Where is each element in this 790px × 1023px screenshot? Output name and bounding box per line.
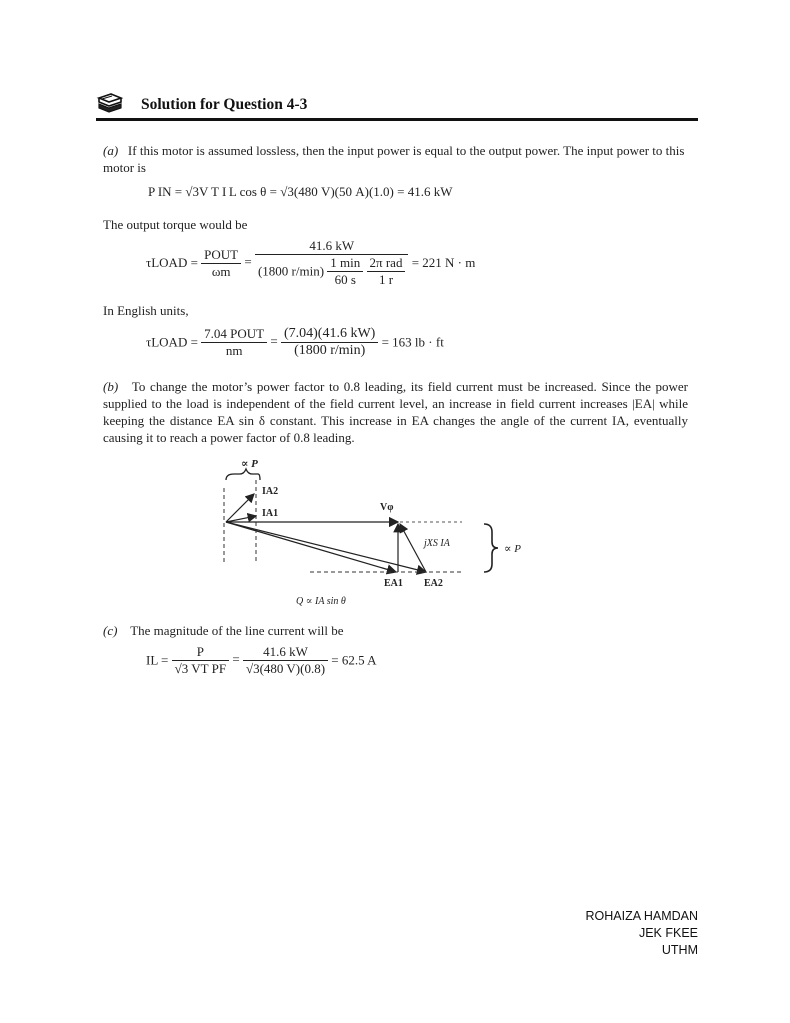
brace-right — [484, 524, 498, 572]
part-a-text-1: If this motor is assumed lossless, then the input power is equal to the output power. The input power to this motor is — [103, 143, 685, 175]
torque-result: = 221 N · m — [411, 255, 476, 270]
current-num-1: P — [172, 644, 229, 661]
label-ia2: IA2 — [262, 486, 279, 497]
equation-input-power: P IN = √3V T I L cos θ = √3(480 V)(50 A)(1.0) = 41.6 kW — [148, 184, 453, 199]
footer-institution: UTHM — [661, 943, 698, 957]
torque-pout: POUT — [201, 247, 241, 264]
label-jxs-ia: jXS IA — [424, 538, 450, 549]
book-stack-icon — [96, 92, 124, 116]
current-lhs: IL = — [146, 652, 169, 668]
part-c-text: The magnitude of the line current will be — [130, 623, 344, 638]
torque-frac-1 — [201, 247, 241, 280]
label-ea2: EA2 — [424, 578, 443, 589]
part-c-intro — [103, 622, 344, 639]
part-a-label: (a) — [103, 143, 119, 158]
label-prop-p-right: ∝ P — [504, 543, 521, 555]
english-frac-2 — [281, 326, 378, 359]
label-ea1: EA1 — [384, 578, 403, 589]
torque-frac-2 — [255, 238, 408, 288]
label-ia1: IA1 — [262, 508, 279, 519]
part-b-text: To change the motor’s power factor to 0.8 leading, its field current must be increased. Since the power supplied to the load is independent of the field current level, an increase in field current increases |EA| while keeping the distance EA sin δ constant. This increase in EA changes the angle of the current IA, eventually causing it to reach a power factor of 0.8 leading. — [103, 379, 688, 445]
phasor-diagram — [200, 458, 540, 618]
footer-author-block — [520, 908, 698, 959]
torque-lhs: τLOAD = — [146, 255, 198, 270]
torque-conv-1-num: 1 min — [327, 255, 363, 272]
part-c-label: (c) — [103, 623, 118, 638]
english-lhs: τLOAD = — [146, 334, 198, 350]
english-den-1: nm — [225, 343, 243, 358]
equation-torque-english: τLOAD = $\frac{\text{7.04 POUT}}{nm}$ = $\frac{(7.04)(41.6 kW)}{(1800 r/\min)}$ = 163 lb · ft — [146, 326, 444, 358]
jxs-ia2-phasor — [400, 524, 426, 572]
equation-torque: τLOAD = $\frac{\text{POUT}}{\omega m}$ = 41.6 kW (1800 r/min) $\frac{1 \min}{60 s}$ $\frac{\text{2π rad}}{1 r}$ = 221 N · m — [146, 238, 476, 287]
english-den-2: (1800 r/min) — [294, 343, 366, 358]
page-title: Solution for Question 4-3 — [141, 96, 308, 113]
ea1-phasor — [226, 522, 396, 572]
equation-line-current: IL = $\frac{P}{\text{√3 VT PF}}$ = $\frac{41.6 kW}{√3(480 V)(0.8)}$ = 62.5 A — [146, 644, 377, 676]
torque-conv-2 — [367, 255, 406, 288]
current-frac-1 — [172, 644, 229, 677]
brace-top — [226, 469, 260, 480]
part-a-intro — [103, 142, 688, 176]
header-rule — [96, 118, 698, 121]
current-frac-2 — [243, 644, 328, 677]
prop-p-top-label: ∝ P — [241, 458, 258, 470]
part-b-label: (b) — [103, 379, 119, 394]
part-b-text-block — [103, 378, 688, 446]
torque-conv-2-den: 1 r — [378, 272, 394, 287]
torque-conv-1 — [327, 255, 363, 288]
english-result: = 163 lb · ft — [381, 334, 444, 350]
label-q: Q ∝ IA sin θ — [296, 596, 346, 607]
torque-conv-2-num: 2π rad — [367, 255, 406, 272]
part-a-text-3: In English units, — [103, 303, 189, 318]
torque-conv-1-den: 60 s — [334, 272, 356, 287]
english-num-1: 7.04 POUT — [201, 326, 267, 343]
torque-denominator — [255, 255, 408, 288]
current-den-2: √3(480 V)(0.8) — [245, 661, 326, 676]
ea2-phasor — [226, 522, 426, 572]
torque-omega: ωm — [211, 263, 231, 279]
current-num-2: 41.6 kW — [243, 644, 328, 661]
torque-numerator: 41.6 kW — [255, 238, 408, 255]
torque-speed: (1800 r/min) — [257, 263, 325, 279]
current-result: = 62.5 A — [331, 652, 377, 668]
part-a-text-2: The output torque would be — [103, 217, 248, 232]
footer-department: JEK FKEE — [638, 926, 698, 940]
current-den-1: √3 VT PF — [174, 661, 227, 676]
footer-author-name: ROHAIZA HAMDAN — [585, 909, 698, 923]
label-vphi: Vφ — [380, 502, 394, 513]
english-num-2: (7.04)(41.6 kW) — [281, 326, 378, 343]
english-frac-1 — [201, 326, 267, 359]
